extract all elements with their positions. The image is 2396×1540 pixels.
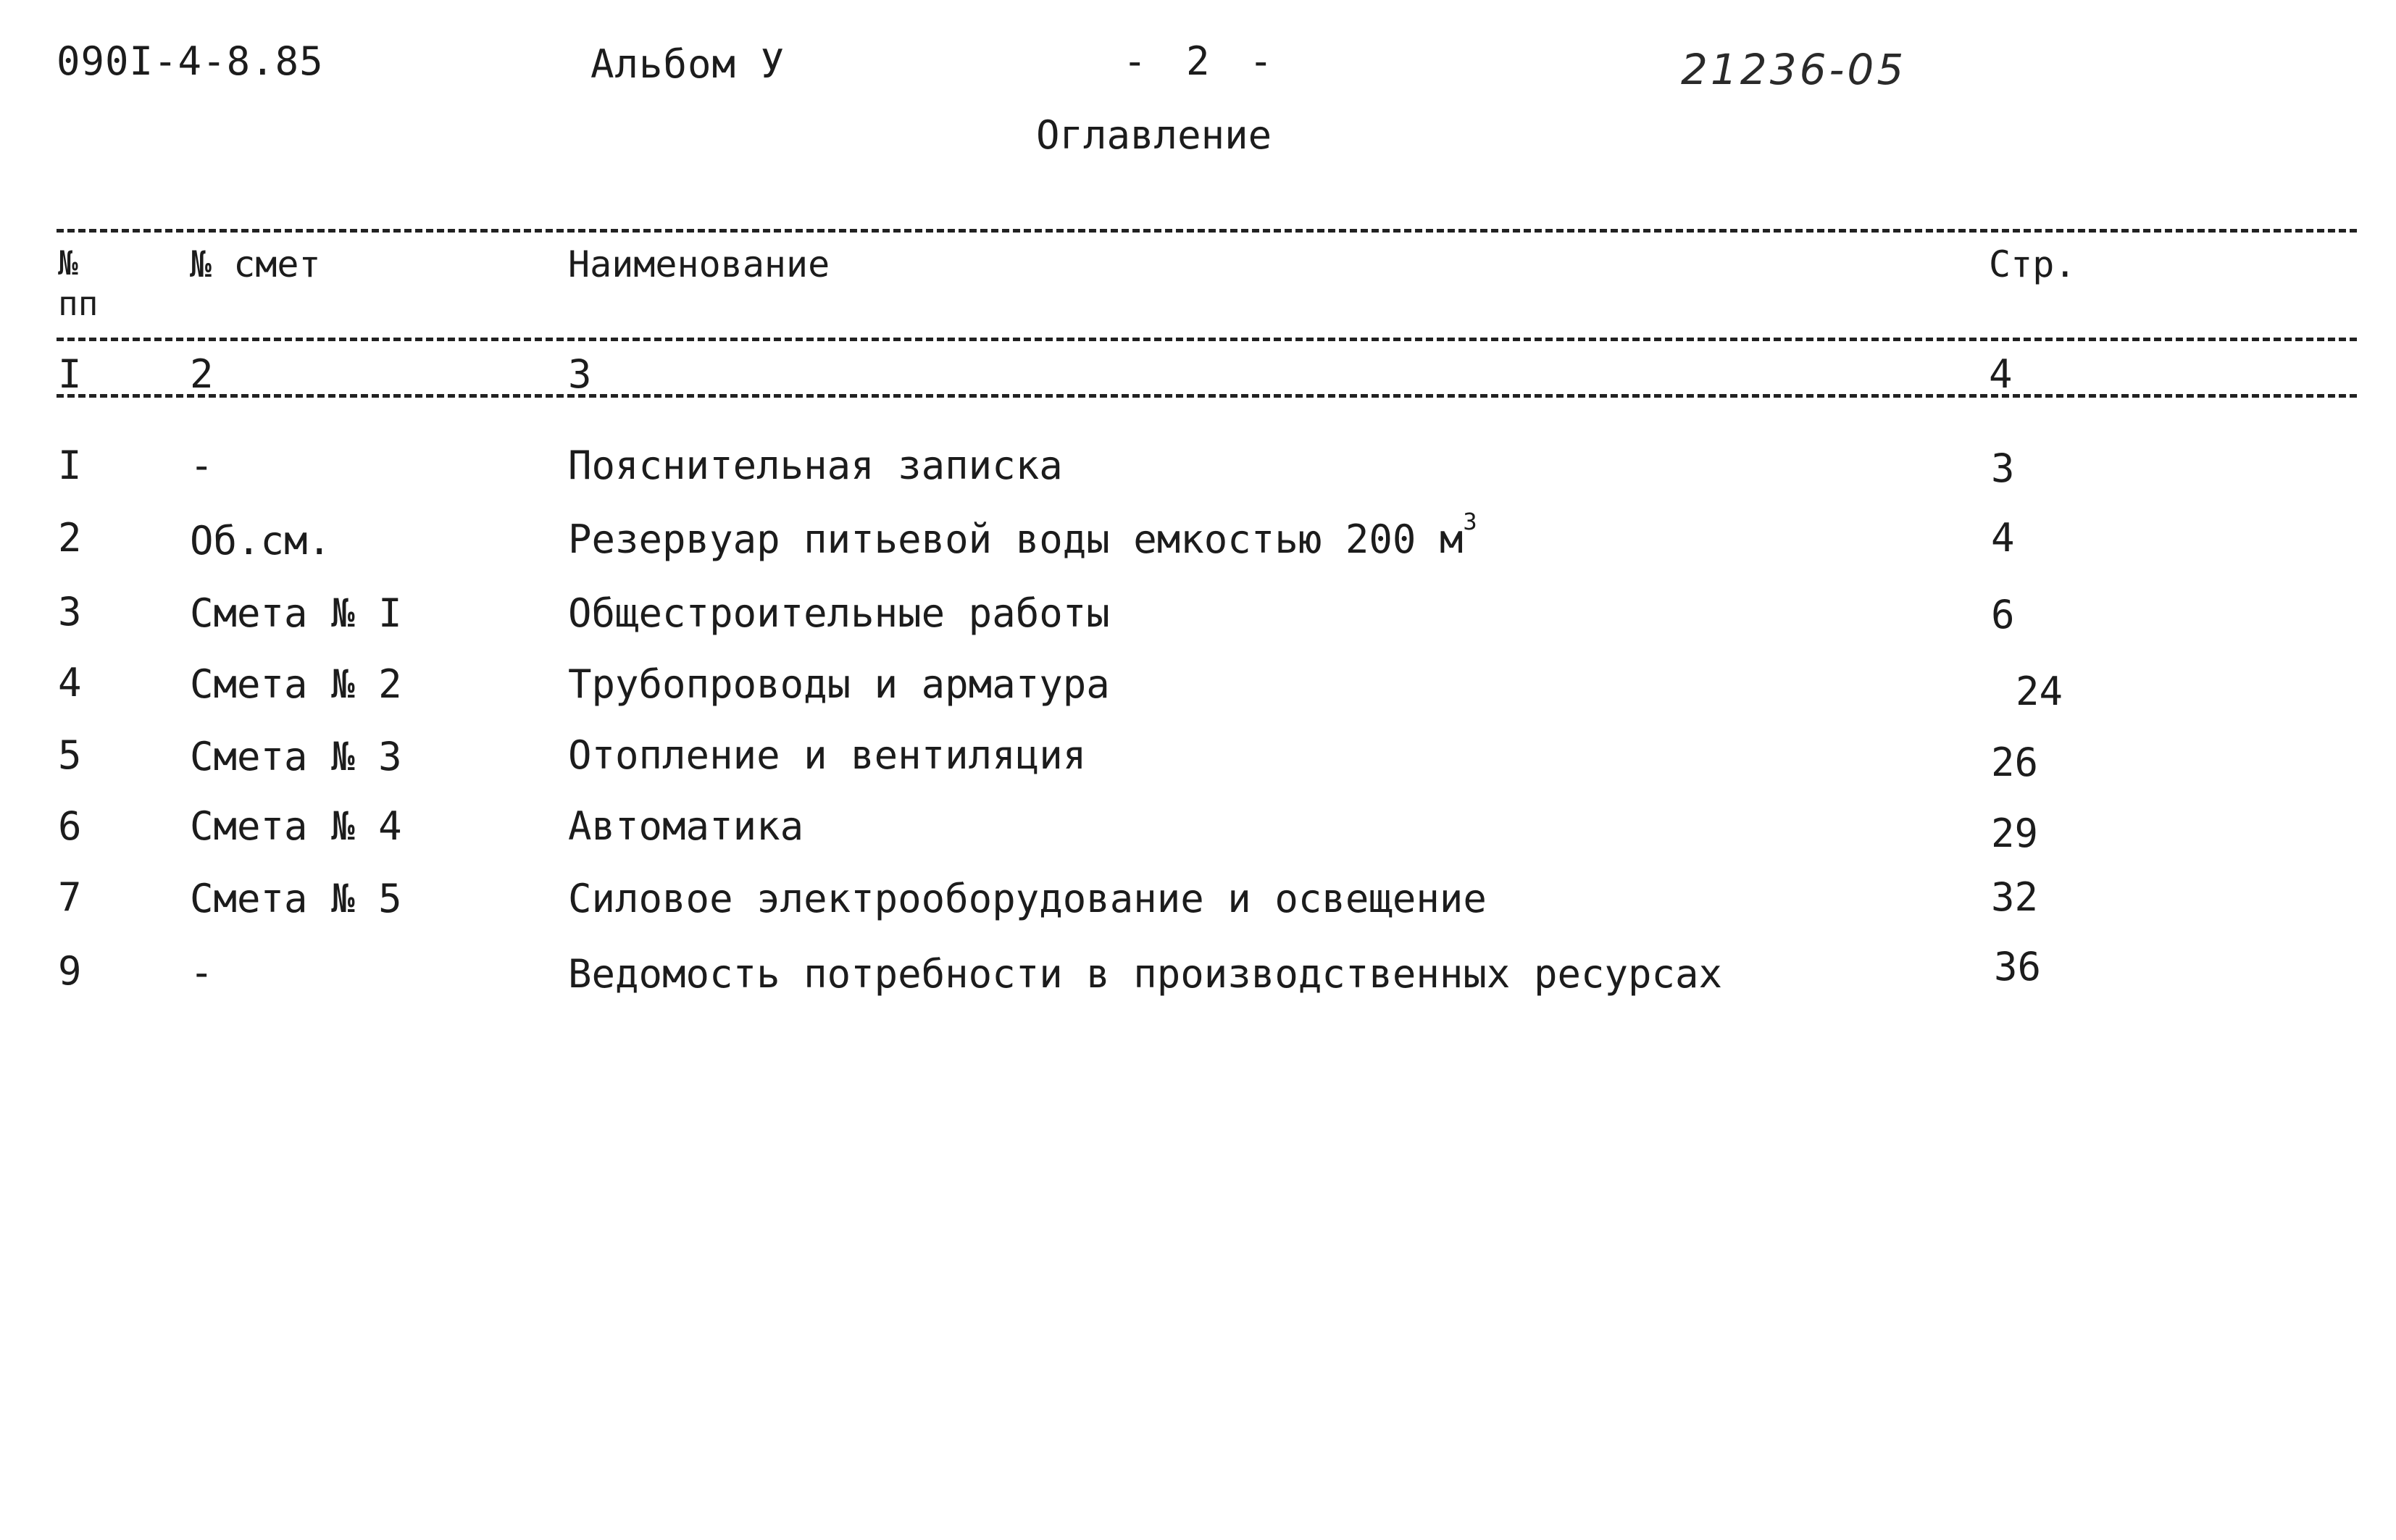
row-name: Ведомость потребности в производственных ресурсах: [568, 951, 1723, 997]
row-page: 24: [2016, 669, 2063, 714]
col-number-4: 4: [1989, 351, 2013, 397]
document-code: 090I-4-8.85: [57, 38, 324, 84]
row-page: 36: [1994, 944, 2042, 989]
page-title: Оглавление: [1036, 112, 1272, 158]
col-header-name: Наименование: [568, 243, 830, 285]
row-estimate: Смета № 3: [190, 734, 402, 779]
row-name: Отопление и вентиляция: [568, 732, 1087, 778]
row-num: 3: [58, 589, 82, 635]
col-header-estimate: № смет: [190, 243, 321, 285]
row-num: 4: [58, 660, 82, 706]
album-label: Альбом У: [590, 41, 785, 87]
row-name: Трубопроводы и арматура: [568, 661, 1110, 707]
row-page: 29: [1991, 811, 2039, 856]
page-number: - 2 -: [1123, 38, 1274, 84]
row-estimate: Смета № I: [190, 590, 402, 636]
row-num: 9: [58, 948, 82, 994]
row-estimate: Смета № 5: [190, 876, 402, 921]
row-name-superscript: 3: [1463, 508, 1477, 535]
row-page: 4: [1991, 515, 2015, 561]
row-page: 3: [1991, 445, 2015, 491]
row-estimate: Об.см.: [190, 518, 332, 564]
row-name: Силовое электрооборудование и освещение: [568, 876, 1487, 921]
row-estimate: -: [190, 950, 214, 995]
row-page: 26: [1991, 740, 2039, 785]
row-estimate: -: [190, 443, 214, 488]
table-rule-header: [57, 338, 2357, 341]
row-num: 6: [58, 803, 82, 849]
row-num: 7: [58, 874, 82, 920]
col-number-3: 3: [568, 351, 592, 397]
row-name: Резервуар питьевой воды емкостью 200 $м^3$: [568, 508, 1477, 562]
row-name: Общестроительные работы: [568, 590, 1110, 636]
table-rule-numbering: [57, 394, 2357, 398]
inventory-number: 21236-05: [1681, 45, 1907, 94]
row-page: 32: [1991, 874, 2039, 920]
table-rule-top: [57, 229, 2357, 233]
col-number-2: 2: [190, 351, 214, 397]
row-num: I: [58, 443, 82, 488]
col-header-num-pp: пп: [58, 284, 99, 323]
col-header-num: №: [58, 243, 78, 283]
row-num: 5: [58, 732, 82, 778]
row-page: 6: [1991, 592, 2015, 637]
row-num: 2: [58, 515, 82, 561]
row-name: Автоматика: [568, 803, 804, 849]
col-header-page: Стр.: [1989, 243, 2076, 285]
row-estimate: Смета № 2: [190, 661, 402, 707]
col-number-1: I: [58, 351, 82, 397]
row-estimate: Смета № 4: [190, 803, 402, 849]
row-name: Пояснительная записка: [568, 443, 1063, 488]
